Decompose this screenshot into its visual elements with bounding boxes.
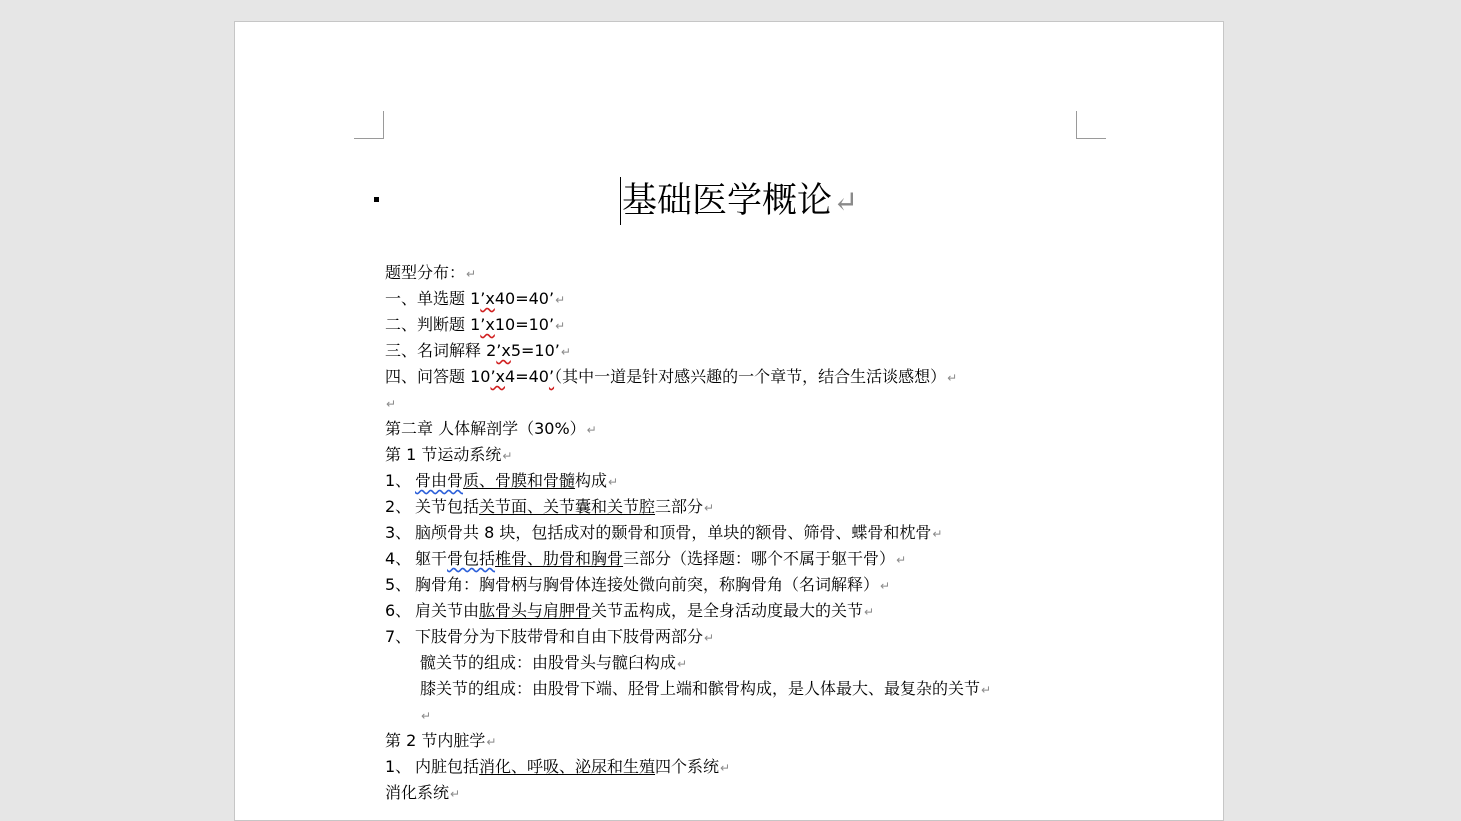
paragraph-mark-icon: ↵ — [466, 267, 477, 281]
paragraph-mark-icon: ↵ — [880, 579, 891, 593]
margin-corner-top-left — [354, 111, 384, 139]
grammar-flag: 骨由骨 — [415, 471, 464, 490]
paragraph-mark-icon: ↵ — [932, 527, 943, 541]
spelling-error: ’x — [490, 367, 506, 386]
paragraph-mark-icon: ↵ — [421, 709, 432, 723]
paragraph-mark-icon: ↵ — [502, 449, 513, 463]
numbered-item[interactable]: 1、 骨由骨质、骨膜和骨髓构成↵ — [385, 471, 619, 490]
numbered-item[interactable]: 7、 下肢骨分为下肢带骨和自由下肢骨两部分↵ — [385, 627, 715, 646]
paragraph-bullet-marker — [374, 197, 379, 202]
paragraph-mark-icon: ↵ — [720, 761, 731, 775]
numbered-item[interactable]: 5、 胸骨角：胸骨柄与胸骨体连接处微向前突，称胸骨角（名词解释）↵ — [385, 575, 891, 594]
paragraph-mark-icon: ↵ — [486, 735, 497, 749]
paragraph-mark-icon: ↵ — [450, 787, 461, 801]
paragraph-mark-icon: ↵ — [677, 657, 688, 671]
paragraph-mark-icon: ↵ — [386, 397, 397, 411]
paragraph-mark-icon: ↵ — [608, 475, 619, 489]
paragraph-mark-icon: ↵ — [560, 345, 571, 359]
indented-line[interactable]: 膝关节的组成：由股骨下端、胫骨上端和髌骨构成，是人体最大、最复杂的关节↵ — [420, 679, 992, 698]
paragraph-mark-icon: ↵ — [555, 319, 566, 333]
document-title[interactable] — [622, 177, 858, 227]
title-text[interactable]: 基础医学概论 — [622, 181, 833, 221]
body-line[interactable]: 四、问答题 10’x4=40’（其中一道是针对感兴趣的一个章节，结合生活谈感想）↵ — [385, 367, 958, 386]
spelling-error: ’x — [480, 315, 495, 334]
paragraph-mark-icon: ↵ — [833, 185, 859, 220]
chapter-heading[interactable]: 第二章 人体解剖学（30%）↵ — [385, 419, 597, 438]
document-body[interactable] — [385, 260, 1105, 806]
paragraph-mark-icon: ↵ — [947, 371, 958, 385]
text-cursor — [620, 177, 621, 225]
empty-line[interactable] — [385, 390, 1105, 416]
paragraph-mark-icon: ↵ — [704, 501, 715, 515]
section-heading[interactable]: 第 2 节内脏学↵ — [385, 731, 497, 750]
spelling-error: ’x — [480, 289, 495, 308]
paragraph-mark-icon: ↵ — [864, 605, 875, 619]
indented-line[interactable]: 髋关节的组成：由股骨头与髋臼构成↵ — [420, 653, 688, 672]
numbered-item[interactable]: 4、 躯干骨包括椎骨、肋骨和胸骨三部分（选择题：哪个不属于躯干骨）↵ — [385, 549, 907, 568]
document-page — [234, 21, 1224, 821]
margin-corner-top-right — [1076, 111, 1106, 139]
paragraph-mark-icon: ↵ — [981, 683, 992, 697]
numbered-item[interactable]: 2、 关节包括关节面、关节囊和关节腔三部分↵ — [385, 497, 715, 516]
grammar-flag: 骨包括 — [447, 549, 496, 568]
numbered-item[interactable]: 1、 内脏包括消化、呼吸、泌尿和生殖四个系统↵ — [385, 757, 731, 776]
spelling-error: ’ — [548, 367, 555, 386]
body-line[interactable]: 题型分布：↵ — [385, 263, 477, 282]
numbered-item[interactable]: 3、 脑颅骨共 8 块，包括成对的颞骨和顶骨，单块的额骨、筛骨、蝶骨和枕骨↵ — [385, 523, 943, 542]
body-line[interactable]: 一、单选题 1’x40=40’↵ — [385, 289, 566, 308]
paragraph-mark-icon: ↵ — [704, 631, 715, 645]
body-line[interactable]: 二、判断题 1’x10=10’↵ — [385, 315, 566, 334]
section-heading[interactable]: 第 1 节运动系统↵ — [385, 445, 513, 464]
paragraph-mark-icon: ↵ — [555, 293, 566, 307]
spelling-error: ’x — [496, 341, 511, 360]
body-line[interactable]: 消化系统↵ — [385, 783, 461, 802]
paragraph-mark-icon: ↵ — [586, 423, 597, 437]
empty-line[interactable] — [385, 702, 1105, 728]
numbered-item[interactable]: 6、 肩关节由肱骨头与肩胛骨关节盂构成，是全身活动度最大的关节↵ — [385, 601, 875, 620]
body-line[interactable]: 三、名词解释 2’x5=10’↵ — [385, 341, 571, 360]
paragraph-mark-icon: ↵ — [896, 553, 907, 567]
